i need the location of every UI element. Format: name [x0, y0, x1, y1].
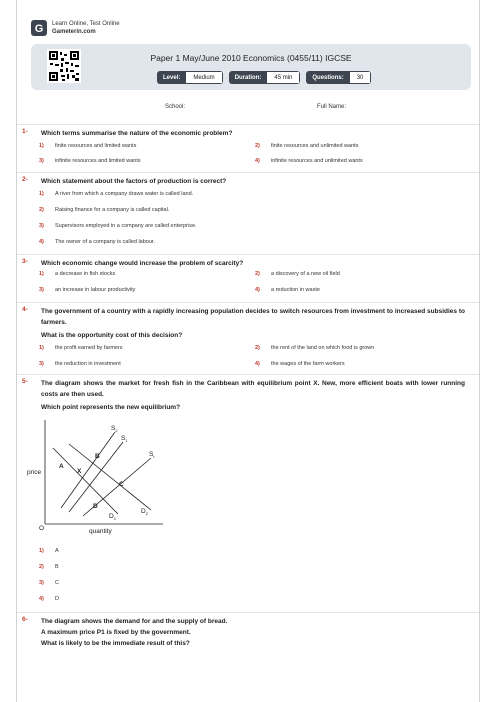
point-b: B [95, 453, 100, 460]
point-c: C [119, 481, 124, 488]
brand-tagline: Learn Online, Test Online [52, 21, 120, 27]
option[interactable]: 1) the profit earned by farmers [39, 345, 123, 351]
option[interactable]: 4) a reduction in waste [255, 287, 320, 293]
option[interactable]: 2) a discovery of a new oil field [255, 271, 340, 277]
x-axis-label: quantity [89, 528, 112, 535]
option[interactable]: 4) The owner of a company is called labour. [39, 239, 155, 245]
point-a: A [59, 463, 64, 470]
label-s2: $S_2$ [111, 425, 118, 433]
option[interactable]: 3) an increase in labour productivity [39, 287, 136, 293]
question-2: 2- Which statement about the factors of production is correct? 1) A river from which a company draws water is called land. 2) Raising finance for a company is called capital. 3) Supervisors employed in a company are called enterprise. 4) The owner of a company is called labour. [17, 172, 479, 255]
option[interactable]: 4) the wages of the farm workers [255, 361, 345, 367]
option[interactable]: 1) A [39, 548, 59, 554]
option[interactable]: 1) finite resources and limited wants [39, 143, 137, 149]
question-1: 1- Which terms summarise the nature of the economic problem? 1) finite resources and limited wants 2) finite resources and unlimited wants 3) infinite resources and limited wants 4) infinite resources and unlimited wants [17, 124, 479, 173]
svg-text:G: G [34, 23, 44, 35]
option[interactable]: 2) finite resources and unlimited wants [255, 143, 359, 149]
option[interactable]: 4) infinite resources and unlimited wants [255, 158, 363, 164]
option[interactable]: 3) Supervisors employed in a company are called enterprise. [39, 223, 197, 229]
question-4: 4- The government of a country with a rapidly increasing population decides to switch resources from investment to increased subsidies to farmers. What is the opportunity cost of this decision? 1) the profit earned by farmers 2) the rent of the land on which food is grown 3) the reduction in investment 4) the wages of the farm workers [17, 302, 479, 375]
question-6: 6- The diagram shows the demand for and the supply of bread. A maximum price P1 is fixed by the government. What is likely to be the immediate result of this? [17, 612, 479, 673]
duration-badge: Duration: 45 min [229, 71, 301, 84]
level-badge: Level: Medium [157, 71, 223, 84]
brand [31, 20, 120, 36]
brand-site: Gameterin.com [52, 29, 96, 35]
exam-page [16, 0, 480, 702]
name-field: Full Name: [317, 104, 347, 110]
label-d2: $D_2$ [141, 508, 148, 516]
option[interactable]: 3) infinite resources and limited wants [39, 158, 141, 164]
option[interactable]: 1) A river from which a company draws water is called land. [39, 191, 194, 197]
option[interactable]: 3) C [39, 580, 59, 586]
option[interactable]: 2) the rent of the land on which food is grown [255, 345, 375, 351]
exam-title: Paper 1 May/June 2010 Economics (0455/11) IGCSE [150, 53, 352, 63]
demand-curve-d1 [53, 448, 118, 514]
questions-badge: Questions: 30 [306, 71, 371, 84]
y-axis-label: price [27, 469, 42, 476]
supply-curve-s2 [61, 432, 115, 508]
label-s1: $S_1$ [121, 435, 128, 443]
origin-label: O [39, 525, 45, 532]
option[interactable]: 3) the reduction in investment [39, 361, 121, 367]
point-d: D [93, 503, 98, 510]
option[interactable]: 1) a decrease in fish stocks [39, 271, 116, 277]
supply-demand-diagram [23, 418, 173, 536]
school-field: School: [165, 104, 186, 110]
question-5: 5- The diagram shows the market for fresh fish in the Caribbean with equilibrium point X. New, more efficient boats with lower running costs are then used. Which point represents the new equilibrium? 1) A 2) B 3) C 4) D [17, 374, 479, 613]
exam-banner [31, 44, 471, 90]
option[interactable]: 4) D [39, 596, 59, 602]
option[interactable]: 2) Raising finance for a company is called capital. [39, 207, 170, 213]
question-3: 3- Which economic change would increase the problem of scarcity? 1) a decrease in fish stocks 2) a discovery of a new oil field 3) an increase in labour productivity 4) a reduction in waste [17, 254, 479, 303]
label-d1: $D_1$ [109, 513, 116, 521]
option[interactable]: 2) B [39, 564, 59, 570]
point-x: X [77, 468, 82, 475]
label-s3: $S_t$ [149, 451, 155, 459]
logo-icon [31, 20, 47, 36]
